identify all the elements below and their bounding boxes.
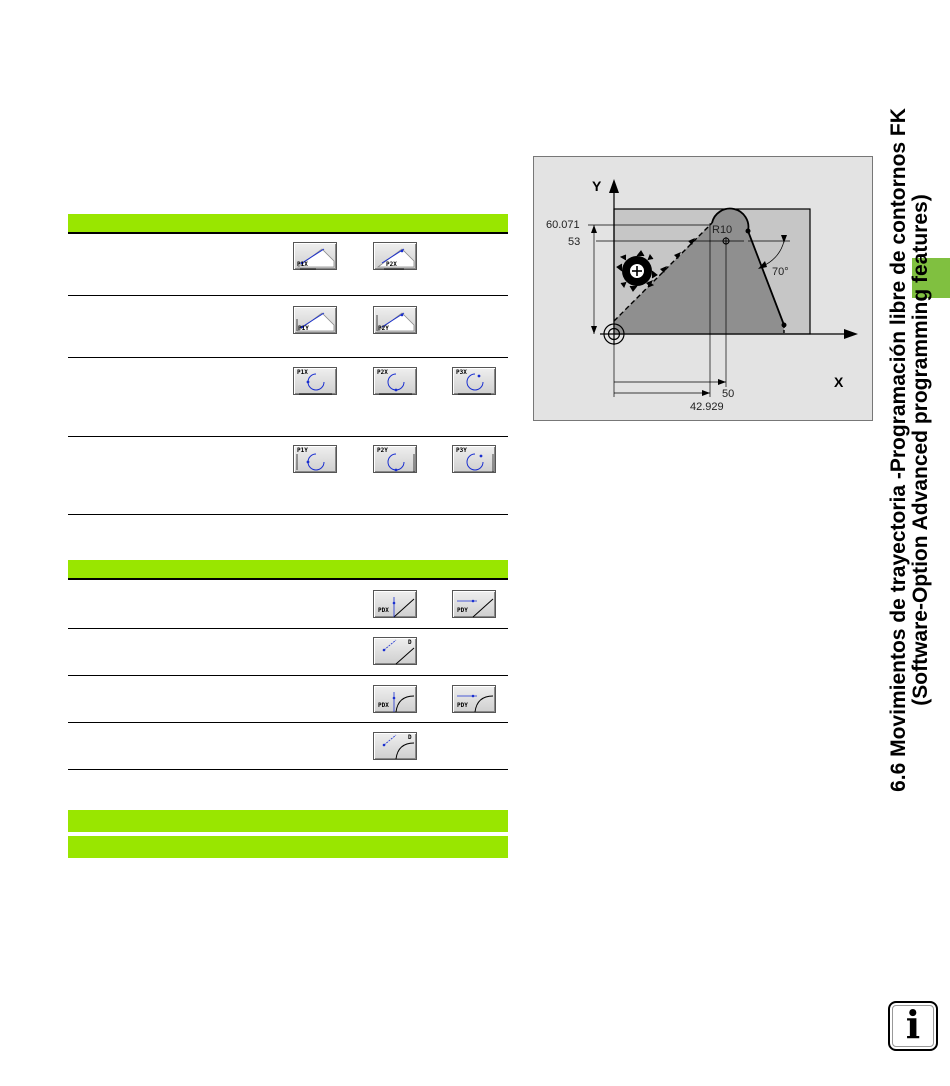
key-label: P1Y: [297, 447, 308, 454]
table-row-divider: [68, 675, 508, 676]
pdy-circle-softkey[interactable]: [452, 685, 496, 713]
table1-header-rule: [68, 232, 508, 234]
key-label: PDY: [457, 607, 468, 614]
contour-diagram-svg: [534, 157, 874, 422]
key-label: P1X: [297, 261, 308, 268]
table3-subheader-bar: [68, 836, 508, 858]
key-label: PDX: [378, 607, 389, 614]
distance-d-softkey[interactable]: [373, 637, 417, 665]
p3y-circle-softkey[interactable]: [452, 445, 496, 473]
y-axis-label: Y: [592, 178, 602, 194]
p2y-softkey[interactable]: [373, 306, 417, 334]
key-label: P1X: [297, 369, 308, 376]
p3x-circle-softkey[interactable]: [452, 367, 496, 395]
pdx-softkey[interactable]: [373, 590, 417, 618]
p2x-circle-softkey[interactable]: [373, 367, 417, 395]
key-label: D: [408, 734, 412, 741]
arc-distance-icon: [453, 686, 497, 714]
side-title-line2: (Software-Option Advanced programming features): [909, 194, 932, 706]
info-icon-glyph: i: [905, 1002, 921, 1047]
key-label: PDX: [378, 702, 389, 709]
arc-distance-icon: [374, 686, 418, 714]
table-row-divider: [68, 722, 508, 723]
key-label: P2Y: [378, 325, 389, 332]
distance-icon: [374, 591, 418, 619]
dim-y-60071: 60.071: [546, 219, 580, 231]
p1x-softkey[interactable]: [293, 242, 337, 270]
table1-bottom-rule: [68, 514, 508, 515]
table3-header-bar: [68, 810, 508, 832]
key-label: P1Y: [298, 325, 309, 332]
key-label: P3Y: [456, 447, 467, 454]
p2x-softkey[interactable]: [373, 242, 417, 270]
table1-header-bar: [68, 214, 508, 232]
distance-d-circle-softkey[interactable]: [373, 732, 417, 760]
dim-x-42929: 42.929: [690, 401, 724, 413]
x-axis-label: X: [834, 374, 844, 390]
p1y-softkey[interactable]: [293, 306, 337, 334]
table2-bottom-rule: [68, 769, 508, 770]
key-label: P2X: [386, 261, 397, 268]
dim-y-53: 53: [568, 236, 581, 248]
milling-cutter-icon: [617, 251, 657, 291]
side-title-line1: 6.6 Movimientos de trayectoria -Programación libre de contornos FK: [887, 108, 910, 792]
table-row-divider: [68, 295, 508, 296]
radius-label: R10: [712, 224, 733, 236]
table-row-divider: [68, 628, 508, 629]
key-label: P3X: [456, 369, 467, 376]
contour-diagram: [533, 156, 873, 421]
info-icon[interactable]: [888, 1001, 938, 1051]
p1y-circle-softkey[interactable]: [293, 445, 337, 473]
key-label: P2Y: [377, 447, 388, 454]
table2-header-bar: [68, 560, 508, 578]
distance-icon: [453, 591, 497, 619]
angle-label: 70°: [772, 266, 789, 278]
key-label: P2X: [377, 369, 388, 376]
dim-x-50: 50: [722, 388, 735, 400]
pdy-softkey[interactable]: [452, 590, 496, 618]
chapter-side-title: [888, 20, 932, 880]
key-label: PDY: [457, 702, 468, 709]
p2y-circle-softkey[interactable]: [373, 445, 417, 473]
p1x-circle-softkey[interactable]: [293, 367, 337, 395]
table-row-divider: [68, 357, 508, 358]
table-row-divider: [68, 436, 508, 437]
key-label: D: [408, 639, 412, 646]
pdx-circle-softkey[interactable]: [373, 685, 417, 713]
table2-header-rule: [68, 578, 508, 580]
